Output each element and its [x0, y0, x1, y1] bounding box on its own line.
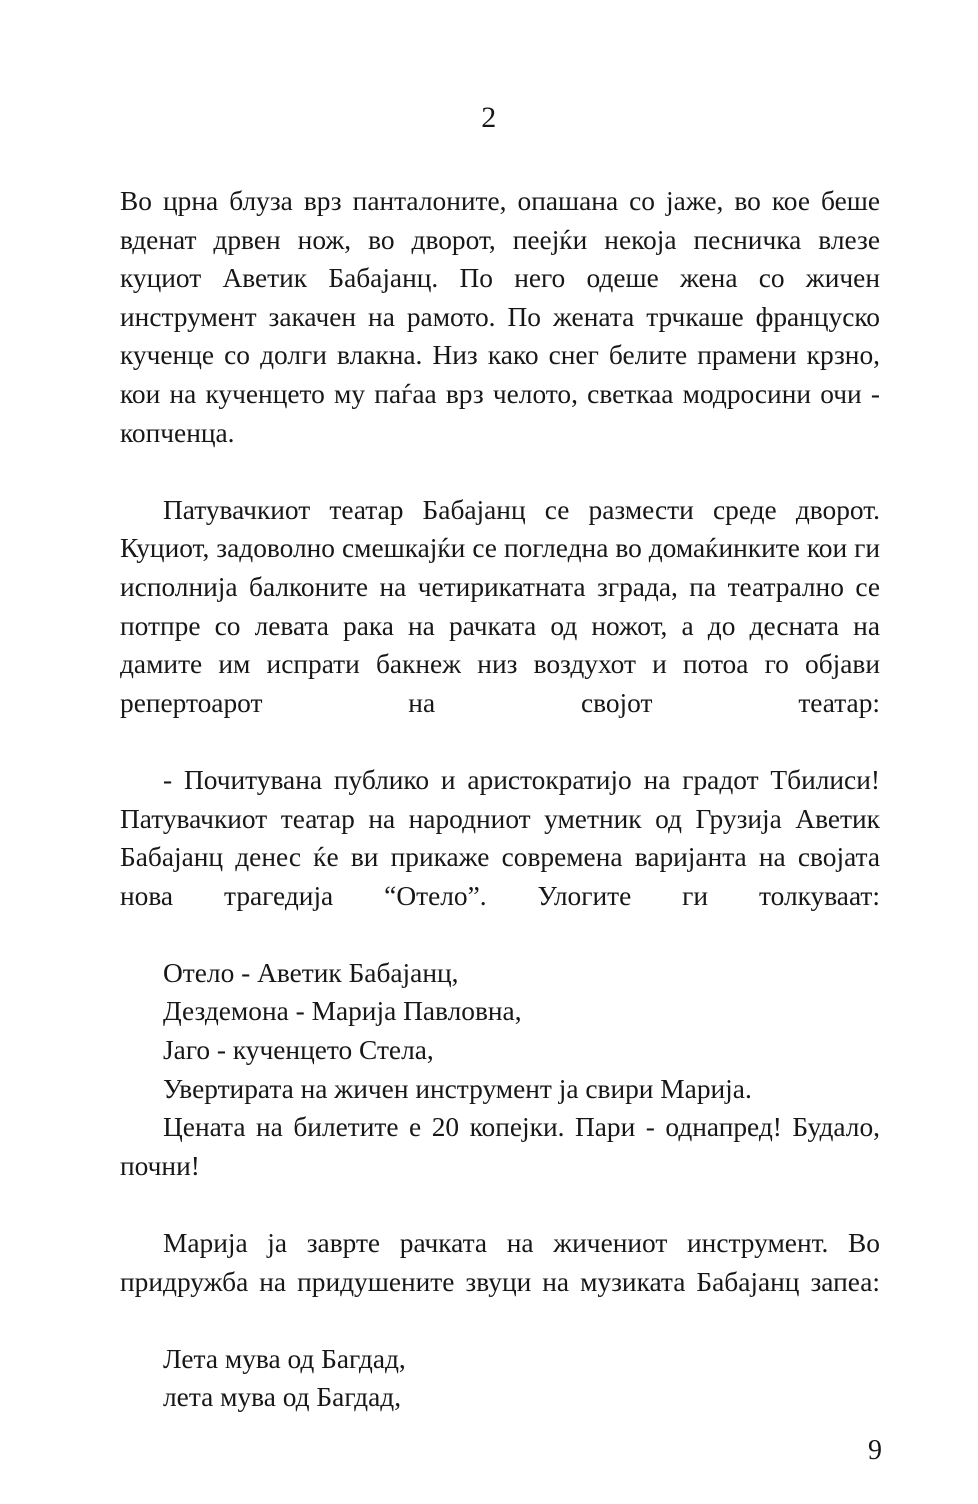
- verse-line-1: Лета мува од Багдад,: [163, 1343, 406, 1374]
- cast-line-othello: Отело - Аветик Бабајанц,: [163, 957, 459, 988]
- paragraph-3: - Почитувана публико и аристократијо на градот Тбилиси! Патувачкиот театар на народниот уметник од Грузија Аветик Бабајанц денес ќе ви прикаже современа варијанта на својата нова трагедија “Отело”. Улогите ги толкуваат:: [120, 764, 880, 911]
- page-number: 9: [868, 1435, 882, 1466]
- paragraph-1: Во црна блуза врз панталоните, опашана со јаже, во кое беше вденат дрвен нож, во дворот, пеејќи некоја песничка влезе куциот Аветик Бабајанц. По него одеше жена со жичен инструмент закачен на рамото. По жената трчкаше француско кученце со долги влакна. Низ како снег белите прамени крзно, кои на кученцето му паѓаа врз челото, светкаа модросини очи - копченца.: [120, 186, 880, 448]
- paragraph-5: Марија ја заврте рачката на жичениот инструмент. Во придружба на придушените звуци на музиката Бабајанц запеа:: [120, 1228, 880, 1297]
- page-text-block: [120, 182, 880, 1417]
- cast-line-overture: Увертирата на жичен инструмент ја свири Марија.: [163, 1073, 752, 1104]
- cast-line-desdemona: Дездемона - Марија Павловна,: [163, 996, 522, 1027]
- paragraph-4: Цената на билетите е 20 копејки. Пари - однапред! Будало, почни!: [120, 1112, 880, 1181]
- cast-line-iago: Јаго - кученцето Стела,: [163, 1035, 434, 1066]
- chapter-number: 2: [481, 101, 497, 134]
- paragraph-2: Патувачкиот театар Бабајанц се размести среде дворот. Куциот, задоволно смешкајќи се погледна во домаќинките кои ги исполнија балконите на четирикатната зграда, па театрално се потпре со левата рака на рачката од ножот, а до десната на дамите им испрати бакнеж низ воздухот и потоа го објави репертоарот на својот театар:: [120, 494, 880, 718]
- verse-line-2: лета мува од Багдад,: [163, 1382, 402, 1413]
